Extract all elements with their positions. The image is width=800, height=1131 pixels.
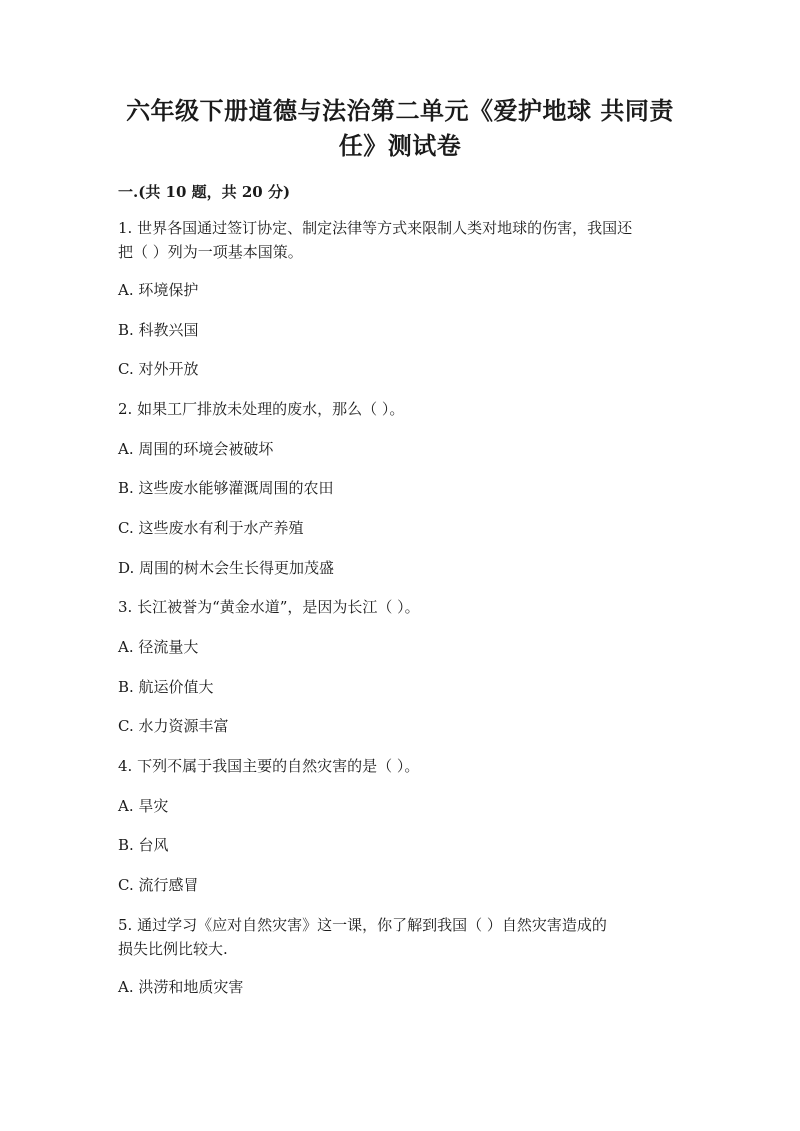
question-1-stem-line-2: 把（ ）列为一项基本国策。 xyxy=(118,243,303,261)
question-3-option-c: C. 水力资源丰富 xyxy=(118,717,229,735)
question-5-stem-line-2: 损失比例比较大. xyxy=(118,940,228,958)
question-3-option-b: B. 航运价值大 xyxy=(118,678,214,696)
section-heading: 一.(共 10 题，共 20 分) xyxy=(118,183,291,201)
question-2-stem: 2. 如果工厂排放未处理的废水，那么（ ）。 xyxy=(118,400,405,418)
question-1-option-b: B. 科教兴国 xyxy=(118,321,199,339)
question-3-option-a: A. 径流量大 xyxy=(118,638,199,656)
question-2-option-c: C. 这些废水有利于水产养殖 xyxy=(118,519,304,537)
question-2-option-d: D. 周围的树木会生长得更加茂盛 xyxy=(118,559,335,577)
exam-title-line-1: 六年级下册道德与法治第二单元《爱护地球 共同责 xyxy=(126,96,674,125)
question-2-option-a: A. 周围的环境会被破坏 xyxy=(118,440,274,458)
question-1-stem-line-1: 1. 世界各国通过签订协定、制定法律等方式来限制人类对地球的伤害，我国还 xyxy=(118,219,633,237)
exam-title xyxy=(110,93,690,163)
question-1-option-a: A. 环境保护 xyxy=(118,281,199,299)
question-5-option-a: A. 洪涝和地质灾害 xyxy=(118,978,244,996)
question-2-option-b: B. 这些废水能够灌溉周围的农田 xyxy=(118,479,334,497)
question-1-option-c: C. 对外开放 xyxy=(118,360,199,378)
question-4-stem: 4. 下列不属于我国主要的自然灾害的是（ ）。 xyxy=(118,757,420,775)
exam-title-line-2: 任》测试卷 xyxy=(338,131,462,160)
question-5-stem-line-1: 5. 通过学习《应对自然灾害》这一课，你了解到我国（ ）自然灾害造成的 xyxy=(118,916,607,934)
question-4-option-c: C. 流行感冒 xyxy=(118,876,199,894)
question-4-option-a: A. 旱灾 xyxy=(118,797,169,815)
question-3-stem: 3. 长江被誉为“黄金水道”，是因为长江（ ）。 xyxy=(118,598,420,616)
question-4-option-b: B. 台风 xyxy=(118,836,169,854)
